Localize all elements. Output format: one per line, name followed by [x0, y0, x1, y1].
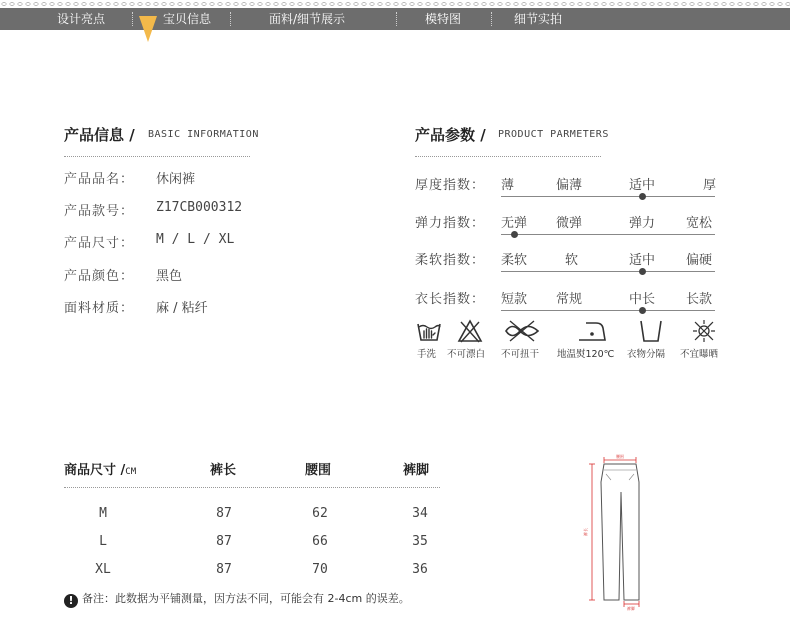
care-label: 不可漂白: [447, 349, 486, 360]
size-cell: 62: [312, 506, 328, 521]
nav-bar: [0, 8, 790, 30]
param-indicator-dot: [639, 268, 646, 275]
wash-separately-icon: [638, 318, 664, 344]
diagram-label-length: 裤长: [583, 528, 588, 536]
warning-icon: !: [64, 594, 78, 608]
nav-separator: [230, 12, 231, 26]
size-table-title: 商品尺寸 /CM: [64, 463, 137, 478]
param-scale-line: [501, 234, 715, 235]
info-value-code: Z17CB000312: [156, 200, 243, 215]
param-option: 弹力: [629, 216, 656, 231]
divider: [415, 156, 601, 157]
divider: [64, 487, 440, 488]
diagram-label-hem: 裤脚: [627, 606, 635, 611]
care-label: 不宜曝晒: [680, 349, 719, 360]
param-option: 微弹: [556, 216, 583, 231]
size-cell: 34: [412, 506, 428, 521]
care-label: 不可扭干: [501, 349, 540, 360]
product-params-subtitle: PRODUCT PARMETERS: [498, 129, 609, 140]
care-label: 手洗: [417, 349, 437, 360]
param-indicator-dot: [639, 307, 646, 314]
param-option: 常规: [556, 292, 583, 307]
param-option: 宽松: [686, 216, 713, 231]
nav-item-info[interactable]: 宝贝信息: [163, 12, 212, 26]
info-value-size: M / L / XL: [156, 232, 235, 247]
size-cell: 70: [312, 562, 328, 577]
param-scale-line: [501, 310, 715, 311]
param-label-thickness: 厚度指数：: [415, 178, 486, 193]
nav-separator: [396, 12, 397, 26]
size-col-header: 裤长: [210, 463, 237, 478]
param-option: 短款: [501, 292, 528, 307]
no-sun-icon: [691, 318, 717, 344]
diagram-label-waist: 腰围: [616, 454, 624, 459]
nav-separator: [491, 12, 492, 26]
hand-wash-icon: [416, 318, 442, 344]
info-label-name: 产品品名：: [64, 172, 135, 187]
info-label-material: 面料材质：: [64, 301, 135, 316]
product-info-subtitle: BASIC INFORMATION: [148, 129, 259, 140]
no-bleach-icon: [457, 318, 483, 344]
param-option: 长款: [686, 292, 713, 307]
param-option: 软: [565, 253, 579, 268]
size-cell: 87: [216, 534, 232, 549]
param-option: 偏薄: [556, 178, 583, 193]
size-table-unit: CM: [125, 467, 137, 477]
divider: [64, 156, 250, 157]
info-value-color: 黑色: [156, 269, 183, 284]
nav-separator: [132, 12, 133, 26]
param-scale-line: [501, 196, 715, 197]
param-option: 柔软: [501, 253, 528, 268]
param-label-length: 衣长指数：: [415, 292, 486, 307]
size-cell: 66: [312, 534, 328, 549]
size-col-header: 裤脚: [403, 463, 430, 478]
size-cell: XL: [95, 562, 111, 577]
iron-low-icon: [576, 318, 608, 344]
param-option: 适中: [629, 178, 656, 193]
nav-item-design[interactable]: 设计亮点: [57, 12, 106, 26]
size-cell: M: [99, 506, 107, 521]
care-label: 地温熨120℃: [557, 349, 615, 360]
param-scale-line: [501, 271, 715, 272]
param-option: 中长: [629, 292, 656, 307]
info-label-size: 产品尺寸：: [64, 236, 135, 251]
product-info-title: 产品信息 /: [64, 126, 135, 144]
size-cell: 87: [216, 506, 232, 521]
size-col-header: 腰围: [305, 463, 332, 478]
param-option: 无弹: [501, 216, 528, 231]
info-label-color: 产品颜色：: [64, 269, 135, 284]
info-value-material: 麻 / 粘纤: [156, 301, 208, 316]
care-label: 衣物分隔: [627, 349, 666, 360]
param-label-softness: 柔软指数：: [415, 253, 486, 268]
pants-measurement-diagram: [584, 452, 656, 612]
info-label-code: 产品款号：: [64, 204, 135, 219]
size-cell: 87: [216, 562, 232, 577]
active-tab-marker: [139, 16, 157, 42]
param-indicator-dot: [511, 231, 518, 238]
param-label-elasticity: 弹力指数：: [415, 216, 486, 231]
info-value-name: 休闲裤: [156, 172, 196, 187]
param-option: 薄: [501, 178, 515, 193]
param-option: 适中: [629, 253, 656, 268]
nav-item-model[interactable]: 模特图: [425, 12, 462, 26]
measurement-note: ! 备注：此数据为平铺测量，因方法不同，可能会有 2-4cm 的误差。: [64, 590, 410, 608]
param-indicator-dot: [639, 193, 646, 200]
nav-item-fabric[interactable]: 面料/细节展示: [269, 12, 346, 26]
decorative-chain-border: [0, 0, 790, 8]
no-wring-icon: [502, 318, 542, 344]
param-option: 厚: [703, 178, 717, 193]
size-cell: 35: [412, 534, 428, 549]
param-option: 偏硬: [686, 253, 713, 268]
size-cell: 36: [412, 562, 428, 577]
product-params-title: 产品参数 /: [415, 126, 486, 144]
size-cell: L: [99, 534, 107, 549]
nav-item-detail[interactable]: 细节实拍: [514, 12, 563, 26]
